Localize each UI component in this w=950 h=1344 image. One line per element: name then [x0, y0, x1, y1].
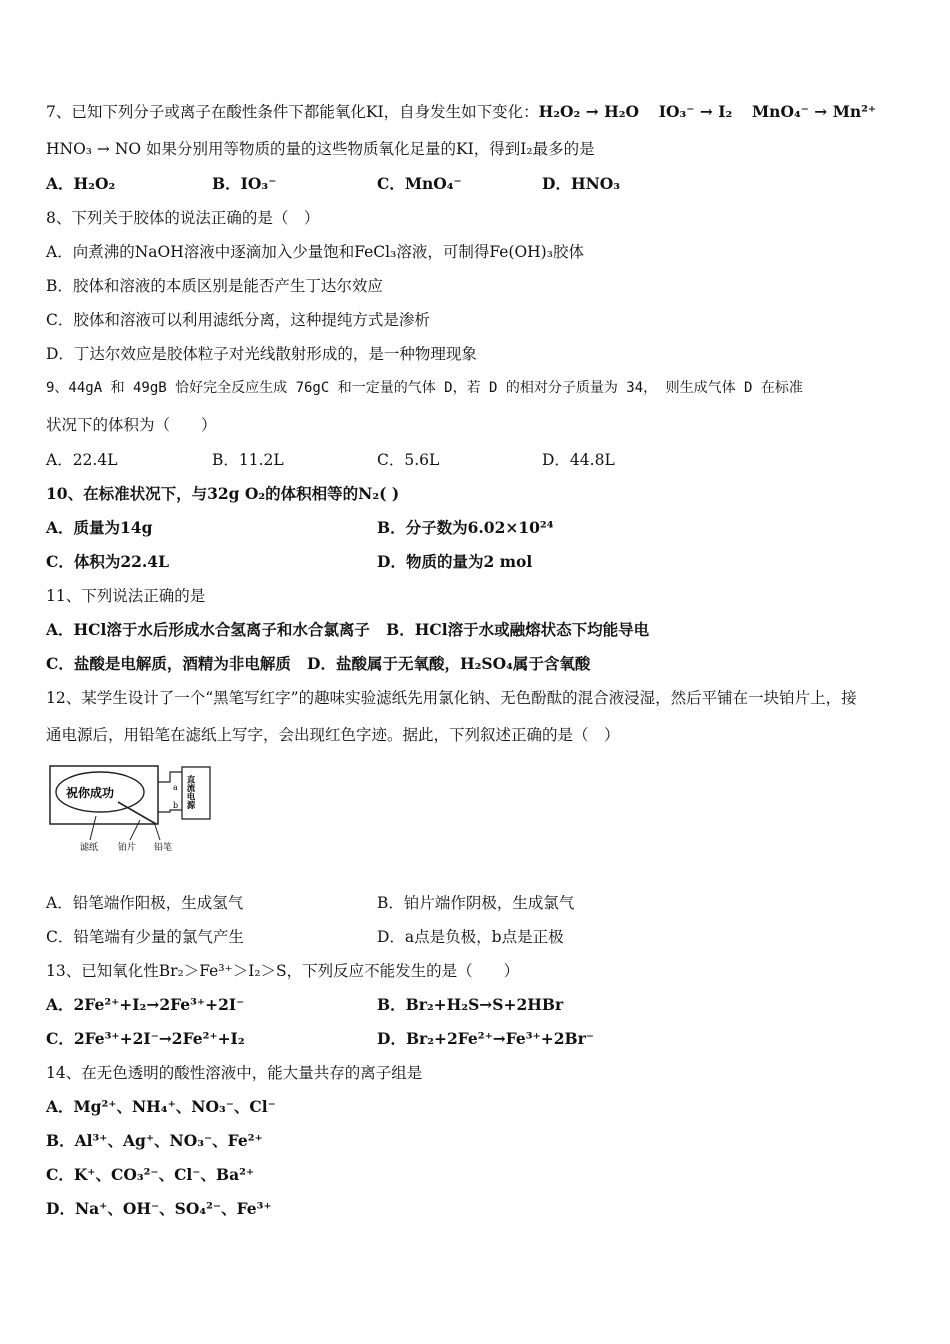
leader-paper — [90, 816, 96, 840]
q11-options-ab — [46, 620, 649, 640]
q11-option-a: A．HCl溶于水后形成水合氢离子和水合氯离子 — [46, 620, 370, 639]
leader-plate — [130, 820, 140, 840]
q8-option-d: D．丁达尔效应是胶体粒子对光线散射形成的，是一种物理现象 — [46, 345, 477, 363]
q8-option-c: C．胶体和溶液可以利用滤纸分离，这种提纯方式是渗析 — [46, 311, 430, 329]
question-12-stem: 12、某学生设计了一个“黑笔写红字”的趣味实验滤纸先用氯化钠、无色酚酞的混合液浸湿，然后平铺在一块铂片上，接 — [46, 689, 857, 707]
q14-option-b: B．Al³⁺、Ag⁺、NO₃⁻、Fe²⁺ — [46, 1131, 263, 1150]
q10-option-c: C．体积为22.4L — [46, 552, 169, 571]
q12-option-d: D．a点是负极，b点是正极 — [377, 928, 564, 946]
q7-change-3: MnO₄⁻ → Mn²⁺ — [752, 102, 877, 121]
q10-option-b: B．分子数为6.02×10²⁴ — [377, 518, 554, 537]
ellipse-text: 祝你成功 — [66, 786, 115, 800]
q13-option-a: A．2Fe²⁺+I₂→2Fe³⁺+2I⁻ — [46, 995, 245, 1014]
question-13-stem: 13、已知氧化性Br₂＞Fe³⁺＞I₂＞S，下列反应不能发生的是（ ） — [46, 962, 520, 980]
q14-option-d: D．Na⁺、OH⁻、SO₄²⁻、Fe³⁺ — [46, 1199, 272, 1218]
q8-option-b: B．胶体和溶液的本质区别是能否产生丁达尔效应 — [46, 277, 383, 295]
q7-change-1: H₂O₂ → H₂O — [538, 102, 640, 121]
question-9-stem: 9、44gA 和 49gB 恰好完全反应生成 76gC 和一定量的气体 D，若 D 的相对分子质量为 34， 则生成气体 D 在标准 — [46, 380, 803, 396]
q10-option-a: A．质量为14g — [46, 518, 153, 537]
point-a-label: a — [173, 783, 178, 792]
question-7-stem-cont: HNO₃ → NO 如果分别用等物质的量的这些物质氧化足量的KI，得到I₂最多的是 — [46, 140, 595, 158]
q11-option-c: C．盐酸是电解质，酒精为非电解质 — [46, 654, 291, 673]
point-b-label: b — [173, 801, 179, 810]
wire-top — [158, 772, 182, 782]
q7-option-c: C．MnO₄⁻ — [377, 174, 462, 193]
q9-option-a: A．22.4L — [46, 451, 118, 469]
q13-option-d: D．Br₂+2Fe²⁺→Fe³⁺+2Br⁻ — [377, 1029, 594, 1048]
wire-bottom — [158, 810, 182, 812]
question-8-stem: 8、下列关于胶体的说法正确的是（ ） — [46, 209, 320, 227]
q14-option-a: A．Mg²⁺、NH₄⁺、NO₃⁻、Cl⁻ — [46, 1097, 276, 1116]
q7-option-a: A．H₂O₂ — [46, 174, 116, 193]
q8-option-a: A．向煮沸的NaOH溶液中逐滴加入少量饱和FeCl₃溶液，可制得Fe(OH)₃胶体 — [46, 243, 584, 261]
label-pencil: 铅笔 — [154, 843, 173, 853]
q12-option-c: C．铅笔端有少量的氯气产生 — [46, 928, 244, 946]
electrolysis-figure — [48, 762, 218, 854]
question-10-stem: 10、在标准状况下，与32g O₂的体积相等的N₂( ) — [46, 484, 400, 503]
q14-option-c: C．K⁺、CO₃²⁻、Cl⁻、Ba²⁺ — [46, 1165, 255, 1184]
question-14-stem: 14、在无色透明的酸性溶液中，能大量共存的离子组是 — [46, 1064, 423, 1082]
q10-option-d: D．物质的量为2 mol — [377, 552, 533, 571]
power-supply-label: 直流电源 — [185, 775, 195, 809]
q12-option-b: B．铂片端作阴极，生成氯气 — [377, 894, 575, 912]
label-platinum: 铂片 — [118, 843, 137, 853]
q9-option-d: D．44.8L — [542, 451, 615, 469]
q7-option-d: D．HNO₃ — [542, 174, 621, 193]
q11-option-d: D．盐酸属于无氧酸，H₂SO₄属于含氧酸 — [307, 654, 591, 673]
q9-option-b: B．11.2L — [212, 451, 284, 469]
question-7-stem — [46, 102, 876, 122]
q13-option-b: B．Br₂+H₂S→S+2HBr — [377, 995, 564, 1014]
question-11-stem: 11、下列说法正确的是 — [46, 587, 206, 605]
q9-option-c: C．5.6L — [377, 451, 440, 469]
label-filter-paper: 滤纸 — [80, 843, 99, 853]
q7-change-2: IO₃⁻ → I₂ — [658, 102, 733, 121]
q11-option-b: B．HCl溶于水或融熔状态下均能导电 — [386, 620, 650, 639]
q7-stem-text: 7、已知下列分子或离子在酸性条件下都能氧化KI，自身发生如下变化： — [46, 103, 539, 121]
question-9-stem-cont: 状况下的体积为（ ） — [46, 416, 217, 434]
q7-option-b: B．IO₃⁻ — [212, 174, 277, 193]
q11-options-cd — [46, 654, 590, 674]
pencil — [118, 802, 156, 824]
question-12-stem-cont: 通电源后，用铅笔在滤纸上写字，会出现红色字迹。据此，下列叙述正确的是（ ） — [46, 726, 620, 744]
q12-option-a: A．铅笔端作阳极，生成氢气 — [46, 894, 244, 912]
q13-option-c: C．2Fe³⁺+2I⁻→2Fe²⁺+I₂ — [46, 1029, 245, 1048]
